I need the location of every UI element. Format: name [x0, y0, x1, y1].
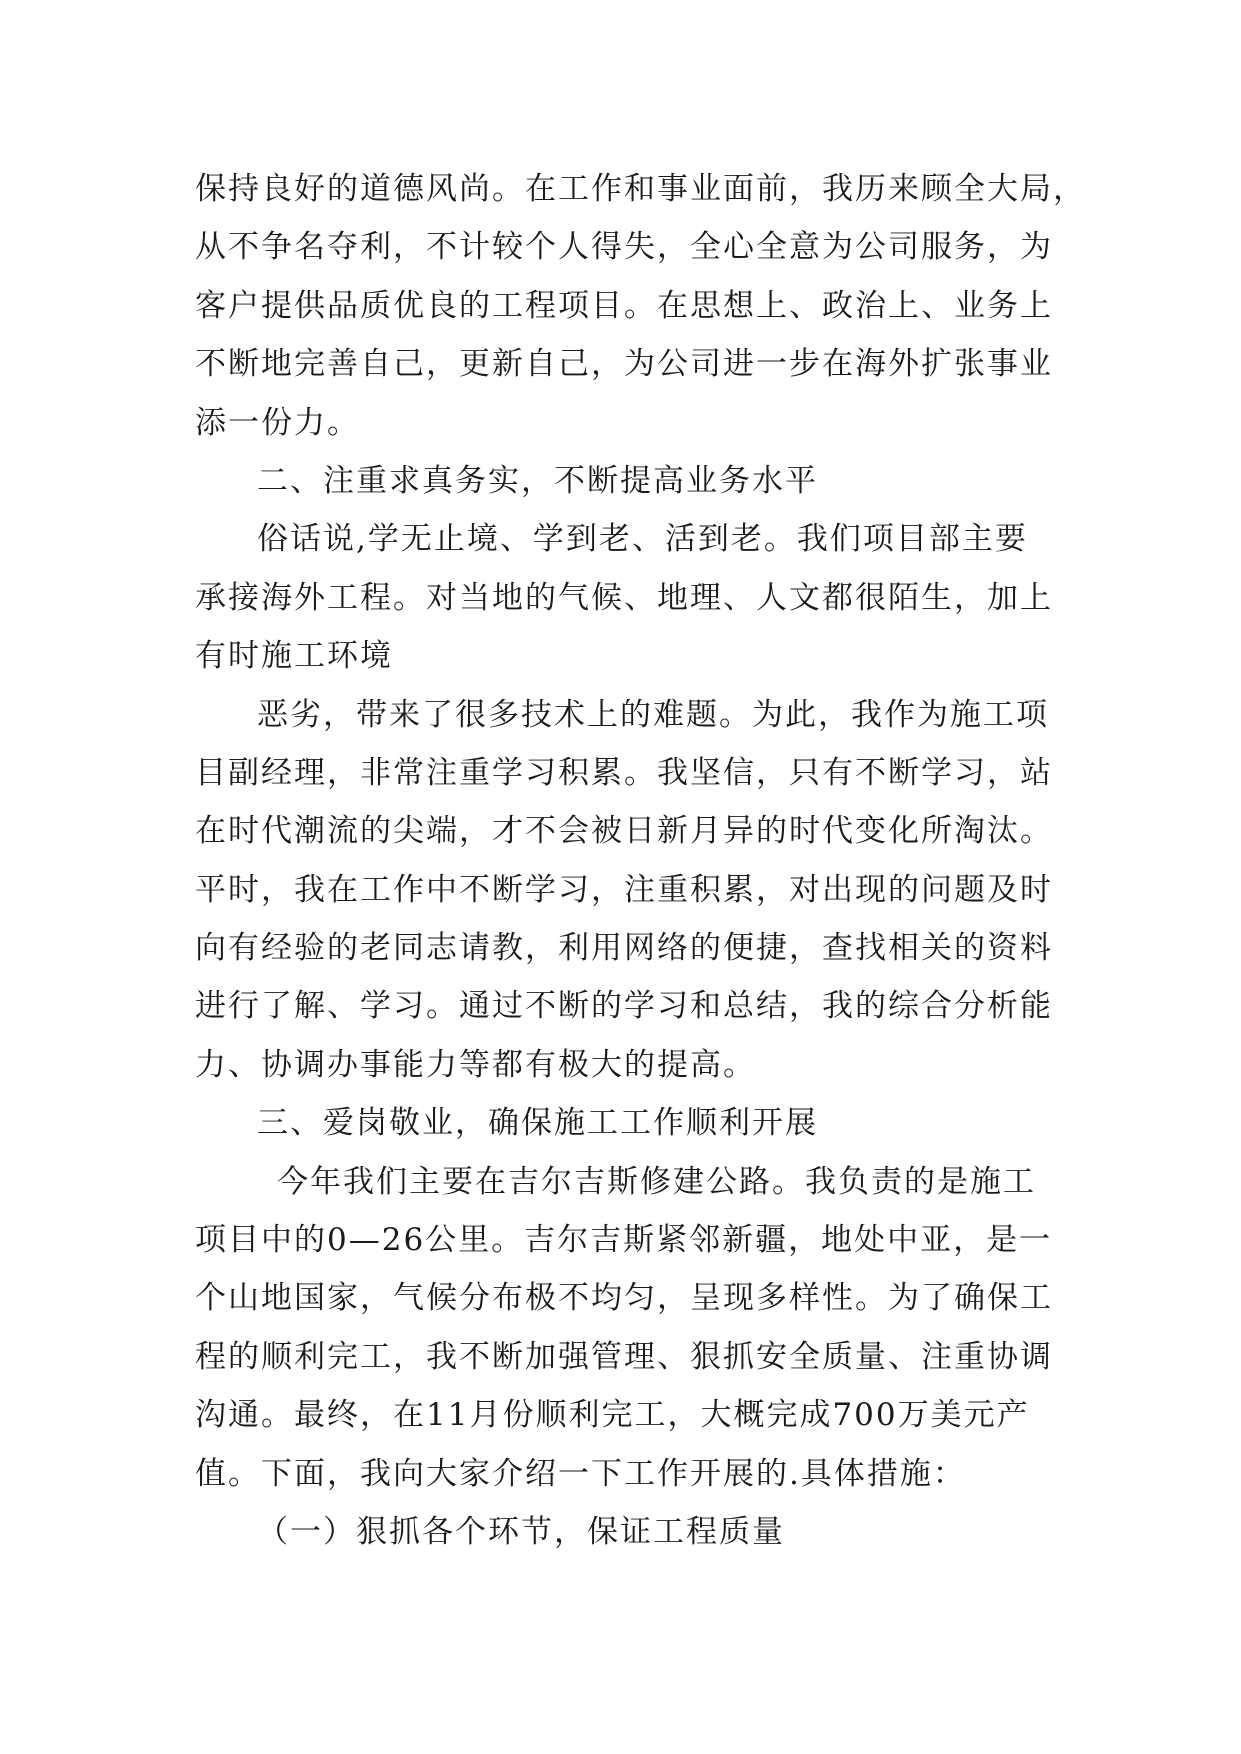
text-line: 客户提供品质优良的工程项目。在思想上、政治上、业务上: [195, 287, 1053, 324]
text-line: 个山地国家，气候分布极不均匀，呈现多样性。为了确保工: [195, 1280, 1053, 1317]
text-line: 平时，我在工作中不断学习，注重积累，对出现的问题及时: [195, 871, 1053, 908]
text-line: 承接海外工程。对当地的气候、地理、人文都很陌生，加上: [195, 579, 1053, 616]
document-body: [195, 160, 1086, 1561]
text-line: 进行了解、学习。通过不断的学习和总结，我的综合分析能: [195, 988, 1053, 1025]
text-line: 目副经理，非常注重学习积累。我坚信，只有不断学习，站: [195, 754, 1053, 791]
text-line: 保持良好的道德风尚。在工作和事业面前，我历来顾全大局，: [195, 171, 1086, 207]
text-line: 在时代潮流的尖端，才不会被日新月异的时代变化所淘汰。: [195, 813, 1053, 850]
text-line: 力、协调办事能力等都有极大的提高。: [195, 1046, 756, 1083]
text-line: 程的顺利完工，我不断加强管理、狠抓安全质量、注重协调: [195, 1338, 1053, 1375]
text-line: 添一份力。: [195, 404, 360, 441]
text-line: 项目中的0—26公里。吉尔吉斯紧邻新疆，地处中亚，是一: [195, 1222, 1053, 1259]
section-heading: 三、爱岗敬业，确保施工工作顺利开展: [257, 1105, 818, 1142]
text-line: 值。下面，我向大家介绍一下工作开展的.具体措施：: [195, 1455, 966, 1492]
text-line: 恶劣，带来了很多技术上的难题。为此，我作为施工项: [257, 696, 1049, 733]
text-line: 不断地完善自己，更新自己，为公司进一步在海外扩张事业: [195, 346, 1053, 383]
text-line: 俗话说,学无止境、学到老、活到老。我们项目部主要: [257, 521, 1028, 558]
text-line: 沟通。最终，在11月份顺利完工，大概完成700万美元产: [195, 1397, 1030, 1434]
text-line: 今年我们主要在吉尔吉斯修建公路。我负责的是施工: [277, 1163, 1036, 1200]
subsection-heading: （一）狠抓各个环节，保证工程质量: [257, 1513, 785, 1550]
text-line: 向有经验的老同志请教，利用网络的便捷，查找相关的资料: [195, 930, 1053, 967]
text-line: 有时施工环境: [195, 638, 393, 675]
section-heading: 二、注重求真务实，不断提高业务水平: [257, 462, 818, 499]
text-line: 从不争名夺利，不计较个人得失，全心全意为公司服务，为: [195, 229, 1053, 266]
